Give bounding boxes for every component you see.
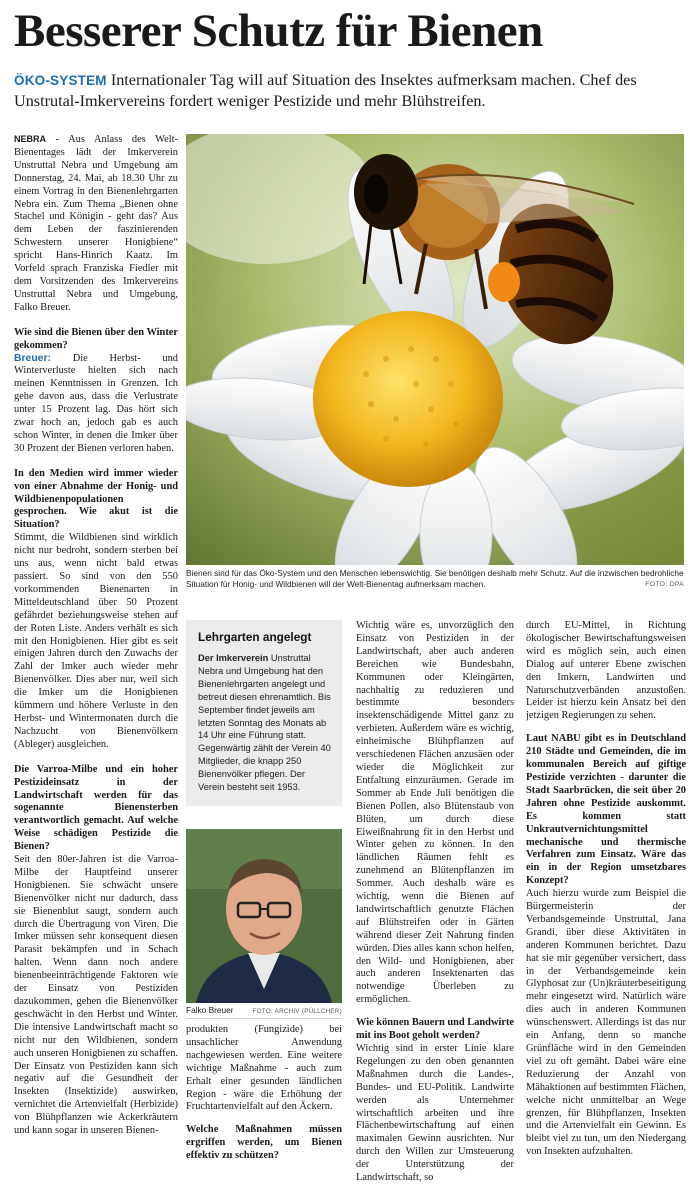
- info-box-title: Lehrgarten angelegt: [198, 630, 312, 644]
- question-1: Wie sind die Bienen über den Winter gekommen?: [14, 326, 178, 351]
- portrait-photo: [186, 829, 342, 1003]
- column-2-text: produkten (Fungizide) bei unsachlicher Anwendung nachgewiesen werden. Eine weitere wichtige Maßnahme - auch zum Erhalt einer gesunden ländlichen Region - wäre die Erhöhung der Fruchtartenvielfalt auf den Äckern.: [186, 1024, 342, 1113]
- portrait-credit: FOTO: ARCHIV (PÜLLCHER): [252, 1008, 342, 1015]
- column-4-answer: durch EU-Mittel, in Richtung ökologischer Bewirtschaftungsweisen wird es möglich sein, auch einen Dialog auf unterer Ebene zwischen den Imkern, Landwirten und Naturschutzverbänden anzustoßen. Leider ist hierzu kein Ansatz bei den jetzigen Regierungen zu sehen.: [526, 620, 686, 722]
- question-3: Die Varroa-Milbe und ein hoher Pestizideinsatz in der Landwirtschaft werden für das sogenannte Bienensterben verantwortlich gemacht. Auf welche Weise schädigen Pestizide die Bienen?: [14, 763, 178, 853]
- portrait-name: Falko Breuer: [186, 1005, 234, 1015]
- column-1: [14, 133, 178, 1195]
- headline: Besserer Schutz für Bienen: [14, 5, 543, 57]
- column-3-question: Wie können Bauern und Landwirte mit ins Boot geholt werden?: [356, 1017, 514, 1042]
- info-box-body: [198, 652, 332, 794]
- info-box: [186, 620, 342, 806]
- question-2: In den Medien wird immer wieder von einer Abnahme der Honig- und Wildbienenpopulationen gesprochen. Wie akut ist die Situation?: [14, 467, 178, 531]
- answer-1: [14, 353, 178, 456]
- column-4-answer-2: Auch hierzu wurde zum Beispiel die Bürgermeisterin der Verbandsgemeinde Unstruttal, Jana Grandi, über diese Aktivitäten in anderen Kommunen berichtet. Dazu hat sie mir gegenüber versichert, dass in der Verbandsgemeinde kein Glyphosat zur (Un)kräuterbeseitigung mehr eingesetzt wird. Natürlich wäre dies auch in anderen Kommunen wünschenswert. Allerdings ist das nur ein Anfang, denn so manche Grünfläche wird in den Gemeinden viel zu oft gemäht. Dabei wäre eine Reduzierung der Anzahl von Mähaktionen auf bestimmten Flächen, welche nicht unmittelbar an Wege grenzen, für Blühpflanzen, Insekten und die Artenvielfalt ein Gewinn. Es bleibt viel zu tun, um den Niedergang von Insekten aufzuhalten.: [526, 888, 686, 1158]
- portrait-caption: [186, 1005, 342, 1017]
- dateline: NEBRA: [14, 134, 47, 144]
- column-4: [526, 620, 686, 1195]
- column-3: [356, 620, 514, 1195]
- subheadline: [14, 70, 684, 112]
- answer-3: Seit den 80er-Jahren ist die Varroa-Milbe der Hauptfeind unserer Honigbienen. Sie schwächt unsere Bienenvölker nicht nur dadurch, dass sie Bienenblut saugt, sondern auch durch die Übertragung von Viren. Die Imker müssen sehr konsequent diesen Parasit bekämpfen und in Schach halten. Wenn dann noch andere bienenbeeinträchtigende Faktoren wie der Einsatz von Pestiziden dazukommen, gehen die Bienenvölker geschwächt in den Herbst und Winter. Die intensive Landwirtschaft macht so nicht nur den Wildbienen, sondern auch unseren Honigbienen zu schaffen. Der Einsatz von Pestiziden kann sich negativ auf die Gesundheit der Insekten (Insektizide) auswirken, vernichtet die Artenvielfalt (Herbizide) von Blühpflanzen wie Ackerkräutern und kann sogar in unseren Bienen-: [14, 854, 178, 1137]
- bee-on-daisy-image: [186, 134, 684, 565]
- column-3-answer-2: Wichtig sind in erster Linie klare Regelungen zu den oben genannten Maßnahmen durch die Landes-, Bundes- und EU-Politik. Landwirte werden als Unternehmer wirtschaftlich arbeiten und ihre Flächenbewirtschaftung auf einen maximalen Gewinn ausrichten. Nur durch den Willen zur Umsteuerung der Unterstützung der Landwirtschaft, so: [356, 1043, 514, 1184]
- column-3-answer: Wichtig wäre es, unvorzüglich den Einsatz von Pestiziden in der Landwirtschaft, aber auch anderen Bereichen wie Bundesbahn, Kommunen oder Kleingärten, nachhaltig zu reduzieren und bestimmte besonders insektenschädigende Mittel ganz zu verbieten. Außerdem wäre es wichtig, einheimische Blühpflanzen auf verschiedenen Flächen anzusäen oder wieder die Möglichkeit zur Entfaltung einzuräumen. Gerade im Sommer ab Ende Juli benötigen die Bienen Pollen, also Blütenstaub von Blüten, um durch diese Eiweißnahrung fit in den Herbst und Winter gehen zu können. In den ländlichen Räumen fehlt es zunehmend an Blütenpflanzen im Sommer. Auch deshalb wäre es wichtig, wenn die Bienen auf landwirtschaftlich genutzte Flächen auf Blühstreifen oder in Gärten während dieser Zeit Nahrung finden würden. Dies alles kann schon helfen, den Wild- und Honigbienen, aber auch anderen Insektenarten das notwendige Überleben zu ermöglichen.: [356, 620, 514, 1006]
- answer-2: Stimmt, die Wildbienen sind wirklich nicht nur bedroht, sondern sterben bei uns aus, wenn nicht bald etwas passiert. So sind von den 550 vorkommenden Bienenarten in Mitteldeutschland über 50 Prozent gefährdet beziehungsweise stehen auf der Roten Liste. Anders verhält es sich mit den Honigbienen. Hier gibt es seit einigen Jahren durch den Zuwachs der Zahl der Imker auch wieder mehr Bienenvölker. Dies aber nur, weil sich die Imker um die Honigbienen kümmern und höhere Verluste in den Herbst- und Wintermonaten durch die Nachzucht von Bienenvölkern (Ableger) ausgleichen.: [14, 532, 178, 750]
- column-4-question: Laut NABU gibt es in Deutschland 210 Städte und Gemeinden, die im kommunalen Bereich auf giftige Pestizide verzichten - darunter die Stadt Saarbrücken, die seit über 20 Jahren ohne Pestizide auskommt. Es kommen statt Unkrautvernichtungsmittel mechanische und thermische Verfahren zum Einsatz. Wäre das ein in der Region umsetzbares Konzept?: [526, 733, 686, 887]
- photo-credit: FOTO: DPA: [645, 581, 684, 589]
- divider: [186, 1018, 342, 1019]
- photo-caption: [186, 568, 684, 591]
- answer-speaker: Breuer:: [14, 352, 51, 364]
- subhead-text: Internationaler Tag will auf Situation des Insektes aufmerksam machen. Chef des Unstrutal-Imkervereins fordert weniger Pestizide und mehr Blühstreifen.: [14, 71, 637, 110]
- caption-text: Bienen sind für das Öko-System und den Menschen lebenswichtig. Sie benötigen deshalb mehr Schutz. Auf die inzwischen bedrohliche Situation für Honig- und Wildbienen will der Welt-Bienentag aufmerksam machen.: [186, 568, 684, 590]
- column-2: [186, 1024, 342, 1196]
- answer-1-text: Die Herbst- und Winterverluste hielten sich nach meinen Kenntnissen in Grenzen. Ich gehe davon aus, dass die Verlustrate unter 15 Prozent lag. Das hört sich zwar hoch an, jedoch gab es auch schon Winter, in denen die Imker über 30 Prozent der Bienen verloren haben.: [14, 352, 178, 454]
- info-box-text: Unstruttal Nebra und Umgebung hat den Bienenlehrgarten angelegt und betreut diesen ehrenamtlich. Bis September findet jeweils am letzten Sonntag des Monats ab 14 Uhr eine Führung statt. Gegenwärtig zählt der Verein 40 Mitglieder, die knapp 250 Bienenvölker pflegen. Der Verein besteht seit 1953.: [198, 653, 331, 793]
- column-2-question: Welche Maßnahmen müssen ergriffen werden, um Bienen effektiv zu schützen?: [186, 1124, 342, 1162]
- kicker: ÖKO-SYSTEM: [14, 73, 107, 88]
- intro-paragraph: [14, 133, 178, 315]
- info-box-lead: Der Imkerverein: [198, 653, 269, 663]
- portrait-image: [186, 829, 342, 1003]
- bee-photo: [186, 134, 684, 565]
- intro-text: - Aus Anlass des Welt-Bienentages lädt der Imkerverein Unstruttal Nebra und Umgebung am Donnerstag, 24. Mai, ab 18.30 Uhr zu einem Vortrag in den Bienenlehrgarten Nebra ein. Zum Thema „Bienen ohne Stachel und Königin - geht das? Aus dem Leben der faszinierenden Schwestern unserer Honigbiene“ spricht Hans-Hinrich Kaatz. Im Vorfeld sprach Franziska Fiedler mit dem Vorsitzenden des Imkervereins Unstruttal Nebra und Umgebung, Falko Breuer.: [14, 134, 178, 313]
